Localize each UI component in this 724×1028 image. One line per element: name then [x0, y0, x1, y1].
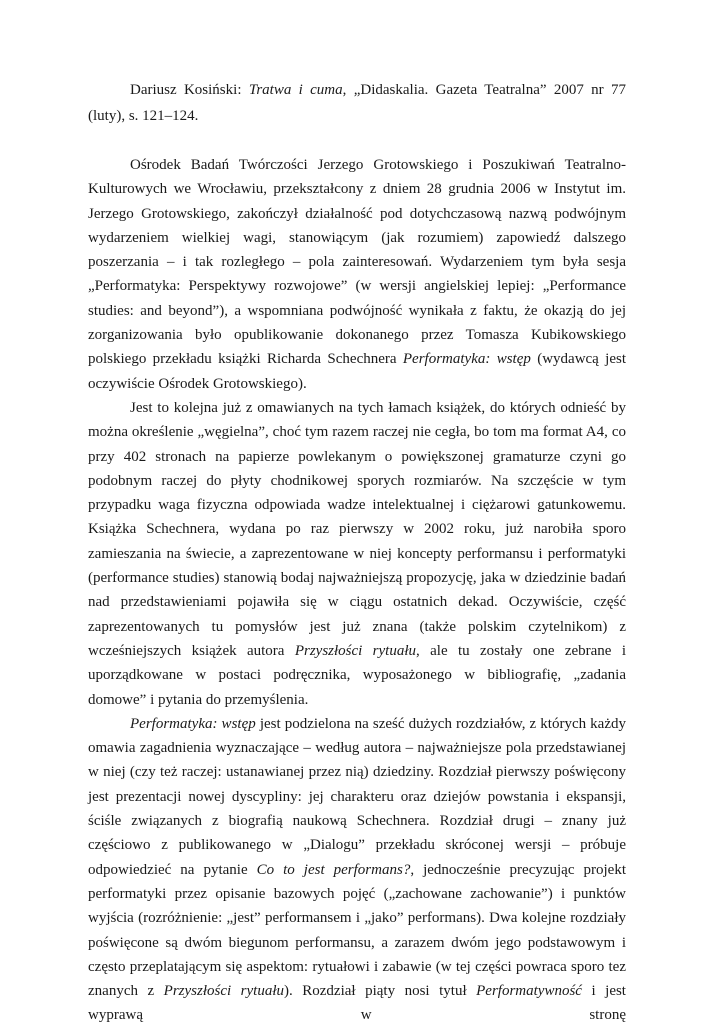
article-body — [88, 153, 626, 1028]
book-title-italic: Performatyka: wstęp — [402, 351, 531, 368]
paragraph-1-end: (wydawcą jest oczywiście Ośrodek Grotowskiego). — [88, 351, 627, 392]
paragraph-2-text: Jest to kolejna już z omawianych na tych łamach książek, do których odnieść by można określenie „węgielna”, choć tym razem raczej nie cegła, bo tom ma format A4, co przy 402 stronach na papierze powlekanym o powiększonej gramaturze czyni go podobnym raczej do płyty chodnikowej sporych rozmiarów. Na szczęście w tym przypadku waga fizyczna odpowiada wadze intelektualnej i ciężarowi gatunkowemu. Książka Schechnera, wydana po raz pierwszy w 2002 roku, już narobiła sporo zamieszania na świecie, a zaprezentowane w niej koncepty performansu i performatyki (performance studies) stanowią bodaj najważniejszą propozycję, jaka w dziedzinie badań nad przedstawieniami pojawiła się w ciągu ostatnich dekad. Oczywiście, część zaprezentowanych tu pomysłów jest już znana (także polskim czytelnikom) z wcześniejszych książek autora — [88, 399, 626, 659]
paragraph-3 — [88, 712, 626, 1028]
question-italic: Co to jest performans? — [256, 861, 411, 878]
book-title-italic: Przyszłości rytuału — [163, 983, 284, 1000]
paragraph-3-mid: , jednocześnie precyzując projekt performatyki przez opisanie bazowych pojęć („zachowane zachowanie”) i punktów wyjścia (rozróżnienie: „jest” performansem i „jako” performans). Dwa kolejne rozdziały poświęcone są dwóm biegunom performansu, a zarazem dwóm jego podstawowym i często przeplatającym się aspektom: rytuałowi i zabawie (w tej części powraca sporo tez znanych z — [88, 861, 626, 1000]
citation-header — [88, 77, 626, 129]
book-title-italic: Performatyka: wstęp — [130, 715, 256, 732]
paragraph-2-end: , ale tu zostały one zebrane i uporządkowane w postaci podręcznika, wyposażonego w bibliografię, „zadania domowe” i pytania do przemyślenia. — [88, 642, 626, 708]
paragraph-3-text: jest podzielona na sześć dużych rozdziałów, z których każdy omawia zagadnienia wyznaczające – według autora – najważniejsze pola przedstawianej w niej (czy też raczej: ustanawianej przez nią) dziedziny. Rozdział pierwszy poświęcony jest prezentacji nowej dyscypliny: jej charakteru oraz dziejów powstania i ekspansji, ściśle związanych z biografią naukową Schechnera. Rozdział drugi – znany już częściowo z publikowanego w „Dialogu” przekładu skróconej wersji – próbuje odpowiedzieć na pytanie — [88, 715, 627, 878]
citation-source: , „Didaskalia. Gazeta Teatralna” 2007 nr 77 (luty), s. 121–124. — [88, 82, 626, 124]
paragraph-3-end: i jest wyprawą w stronę — [88, 983, 626, 1024]
citation-author: Dariusz Kosiński: — [130, 82, 249, 98]
paragraph-2 — [88, 396, 626, 712]
paragraph-3-mid2: ). Rozdział piąty nosi tytuł — [284, 983, 477, 1000]
paragraph-1 — [88, 153, 626, 396]
citation-title: Tratwa i cuma — [248, 82, 343, 98]
paragraph-1-text: Ośrodek Badań Twórczości Jerzego Grotowskiego i Poszukiwań Teatralno-Kulturowych we Wrocławiu, przekształcony z dniem 28 grudnia 2006 w Instytut im. Jerzego Grotowskiego, zakończył działalność pod dotychczasową nazwą podwójnym wydarzeniem wielkiej wagi, stanowiącym (jak rozumiem) zapowiedź dalszego poszerzania – i tak rozległego – pola zainteresowań. Wydarzeniem tym była sesja „Performatyka: Perspektywy rozwojowe” (w wersji angielskiej lepiej: „Performance studies: and beyond”), a wspomniana podwójność wynikała z faktu, że okazją do jej zorganizowania było opublikowanie dokonanego przez Tomasza Kubikowskiego polskiego przekładu książki Richarda Schechnera — [88, 157, 626, 368]
book-title-italic: Przyszłości rytuału — [294, 642, 417, 659]
chapter-title-italic: Performatywność — [476, 983, 582, 1000]
